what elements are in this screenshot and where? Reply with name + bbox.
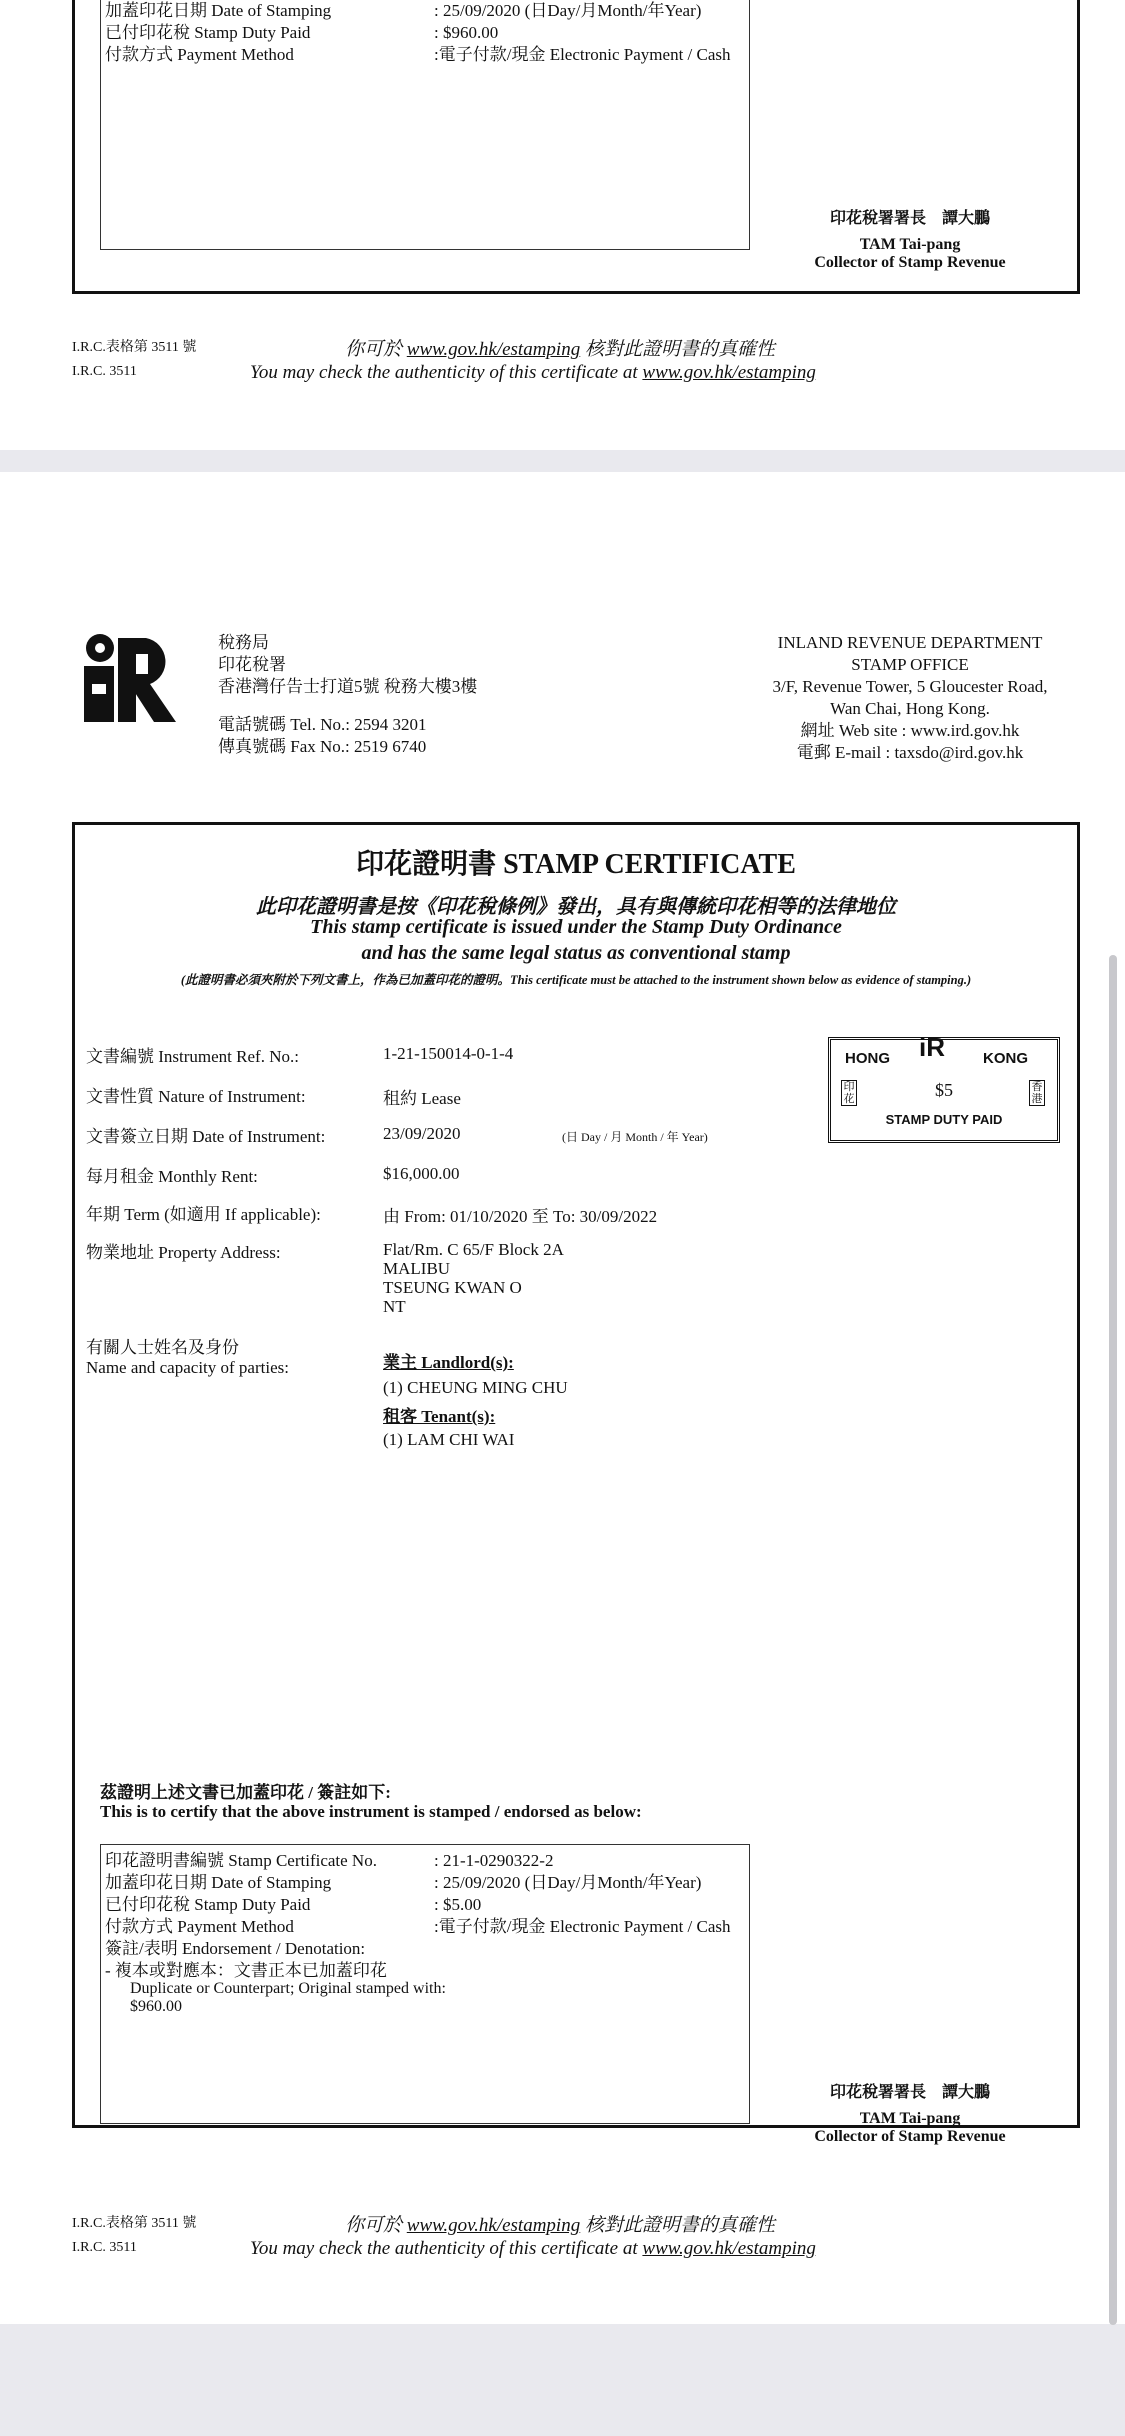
subtitle-en-line2: and has the same legal status as conventional stamp xyxy=(361,942,791,964)
address-line-3: TSEUNG KWAN O xyxy=(383,1278,522,1297)
stamp-ir-logo-icon: iR xyxy=(919,1032,945,1062)
form-number-zh: I.R.C.表格第 3511 號 xyxy=(72,340,197,355)
office-zh-name: 印花稅署 xyxy=(218,655,286,674)
authenticity-note-en xyxy=(250,2238,816,2260)
dept-en-block xyxy=(740,632,1080,764)
address-line-2: MALIBU xyxy=(383,1259,451,1278)
estamping-link-en[interactable]: www.gov.hk/estamping xyxy=(642,2238,816,2259)
payment-method-value: :電子付款/現金 Electronic Payment / Cash xyxy=(434,45,731,64)
term-value: 由 From: 01/10/2020 至 To: 30/09/2022 xyxy=(383,1207,658,1226)
property-address-label: 物業地址 Property Address: xyxy=(86,1243,281,1262)
note-zh-post: 核對此證明書的真確性 xyxy=(584,339,775,360)
certificate-title: 印花證明書 STAMP CERTIFICATE xyxy=(356,849,796,880)
instrument-nature-value: 租約 Lease xyxy=(383,1089,461,1108)
estamping-link[interactable]: www.gov.hk/estamping xyxy=(406,339,581,360)
collector-name: TAM Tai-pang xyxy=(859,236,961,253)
note-zh-post: 核對此證明書的真確性 xyxy=(584,2215,775,2236)
stamping-date-label: 加蓋印花日期 Date of Stamping xyxy=(105,1873,332,1892)
subtitle-zh: 此印花證明書是按《印花稅條例》發出，具有與傳統印花相等的法律地位 xyxy=(256,896,896,918)
ird-logo-icon xyxy=(78,632,178,728)
collector-name: TAM Tai-pang xyxy=(859,2110,961,2127)
stamp-amount: $5 xyxy=(935,1080,953,1100)
note-zh-pre: 你可於 xyxy=(345,2215,403,2236)
dept-zh-name: 稅務局 xyxy=(218,633,269,652)
certify-en: This is to certify that the above instrument is stamped / endorsed as below: xyxy=(100,1802,642,1821)
duty-paid-label: 已付印花稅 Stamp Duty Paid xyxy=(105,1895,311,1914)
address-line-1: Flat/Rm. C 65/F Block 2A xyxy=(383,1240,564,1259)
endorsement-line-1: - 複本或對應本：文書正本已加蓋印花 xyxy=(105,1961,387,1980)
instrument-date-value: 23/09/2020 xyxy=(383,1124,461,1143)
fax-number: 傳真號碼 Fax No.: 2519 6740 xyxy=(218,737,427,756)
authenticity-note-zh xyxy=(250,2210,870,2237)
parties-label-zh: 有關人士姓名及身份 xyxy=(86,1338,239,1357)
duty-paid-value: : $5.00 xyxy=(434,1895,482,1914)
address-line-4: NT xyxy=(383,1297,406,1316)
monthly-rent-value: $16,000.00 xyxy=(383,1164,460,1183)
instrument-ref-value: 1-21-150014-0-1-4 xyxy=(383,1044,514,1063)
attachment-note: (此證明書必須夾附於下列文書上，作為已加蓋印花的證明。This certificate must be attached to the instrument shown below as evidence of stamping.) xyxy=(180,973,972,987)
certificate-no-label: 印花證明書編號 Stamp Certificate No. xyxy=(105,1851,377,1870)
form-number-zh: I.R.C.表格第 3511 號 xyxy=(72,2216,197,2231)
parties-label-en: Name and capacity of parties: xyxy=(86,1358,289,1377)
office-en-name: STAMP OFFICE xyxy=(851,655,969,674)
address-zh: 香港灣仔告士打道5號 稅務大樓3樓 xyxy=(218,677,478,696)
address-en-line1: 3/F, Revenue Tower, 5 Gloucester Road, xyxy=(772,677,1048,696)
form-number-en: I.R.C. 3511 xyxy=(72,2240,137,2255)
tenant-name: (1) LAM CHI WAI xyxy=(383,1430,515,1449)
dept-zh-block xyxy=(218,632,477,758)
stamp-left-chars: 印花 xyxy=(841,1080,857,1106)
payment-method-label: 付款方式 Payment Method xyxy=(105,45,294,64)
duty-paid-value: : $960.00 xyxy=(434,23,499,42)
collector-signature xyxy=(790,210,1030,272)
payment-method-value: :電子付款/現金 Electronic Payment / Cash xyxy=(434,1917,731,1936)
form-number-en: I.R.C. 3511 xyxy=(72,364,137,379)
note-zh-pre: 你可於 xyxy=(345,339,403,360)
stamp-kong: KONG xyxy=(983,1050,1028,1067)
monthly-rent-label: 每月租金 Monthly Rent: xyxy=(86,1167,258,1186)
instrument-date-label: 文書簽立日期 Date of Instrument: xyxy=(86,1127,326,1146)
endorsement-label: 簽註/表明 Endorsement / Denotation: xyxy=(105,1939,366,1958)
collector-zh: 印花稅署署長 譚大鵬 xyxy=(829,210,990,227)
vertical-scrollbar[interactable] xyxy=(1109,955,1117,2325)
instrument-ref-label: 文書編號 Instrument Ref. No.: xyxy=(86,1047,299,1066)
collector-zh: 印花稅署署長 譚大鵬 xyxy=(829,2084,990,2101)
form-number xyxy=(72,2212,196,2260)
property-address xyxy=(383,1240,564,1316)
endorsement-line-3: $960.00 xyxy=(130,1998,182,2015)
note-en-pre: You may check the authenticity of this certificate at xyxy=(250,362,638,383)
tel-number: 電話號碼 Tel. No.: 2594 3201 xyxy=(218,715,427,734)
collector-signature xyxy=(790,2084,1030,2146)
endorsement-line-2: Duplicate or Counterpart; Original stamped with: xyxy=(130,1980,446,1997)
collector-title: Collector of Stamp Revenue xyxy=(814,254,1006,271)
landlord-name: (1) CHEUNG MING CHU xyxy=(383,1378,568,1397)
stamping-date-label: 加蓋印花日期 Date of Stamping xyxy=(105,1,332,20)
address-en-line2: Wan Chai, Hong Kong. xyxy=(830,699,990,718)
stamp-caption: STAMP DUTY PAID xyxy=(885,1112,1003,1127)
duty-paid-label: 已付印花稅 Stamp Duty Paid xyxy=(105,23,311,42)
dept-en-name: INLAND REVENUE DEPARTMENT xyxy=(777,633,1043,652)
stamp-duty-paid-stamp xyxy=(828,1032,1060,1143)
instrument-nature-label: 文書性質 Nature of Instrument: xyxy=(86,1087,306,1106)
form-number xyxy=(72,336,196,384)
payment-method-label: 付款方式 Payment Method xyxy=(105,1917,294,1936)
stamping-date-value: : 25/09/2020 (日Day/月Month/年Year) xyxy=(434,1873,702,1892)
email: 電郵 E-mail : taxsdo@ird.gov.hk xyxy=(796,743,1024,762)
stamping-date-value: : 25/09/2020 (日Day/月Month/年Year) xyxy=(434,1,702,20)
estamping-link-en[interactable]: www.gov.hk/estamping xyxy=(642,362,816,383)
collector-title: Collector of Stamp Revenue xyxy=(814,2128,1006,2145)
estamping-link[interactable]: www.gov.hk/estamping xyxy=(406,2215,581,2236)
certify-zh: 茲證明上述文書已加蓋印花 / 簽註如下: xyxy=(100,1783,391,1802)
certificate-no-value: : 21-1-0290322-2 xyxy=(434,1851,554,1870)
website: 網址 Web site : www.ird.gov.hk xyxy=(800,721,1020,740)
parties-label xyxy=(86,1338,289,1378)
stamp-right-chars: 香港 xyxy=(1029,1080,1045,1106)
landlord-heading: 業主 Landlord(s): xyxy=(383,1353,514,1372)
note-en-pre: You may check the authenticity of this certificate at xyxy=(250,2238,638,2259)
term-label: 年期 Term (如適用 If applicable): xyxy=(86,1205,321,1224)
date-format-hint: (日 Day / 月 Month / 年 Year) xyxy=(562,1130,708,1144)
subtitle-en-line1: This stamp certificate is issued under the Stamp Duty Ordinance xyxy=(310,916,842,938)
stamp-certificate-page xyxy=(0,472,1125,2324)
stamp-hong: HONG xyxy=(845,1050,890,1067)
previous-certificate-page xyxy=(0,0,1125,450)
authenticity-note-zh xyxy=(250,334,870,361)
tenant-heading: 租客 Tenant(s): xyxy=(383,1407,496,1426)
endorsement-detail xyxy=(130,1980,446,2016)
authenticity-note-en xyxy=(250,362,816,384)
